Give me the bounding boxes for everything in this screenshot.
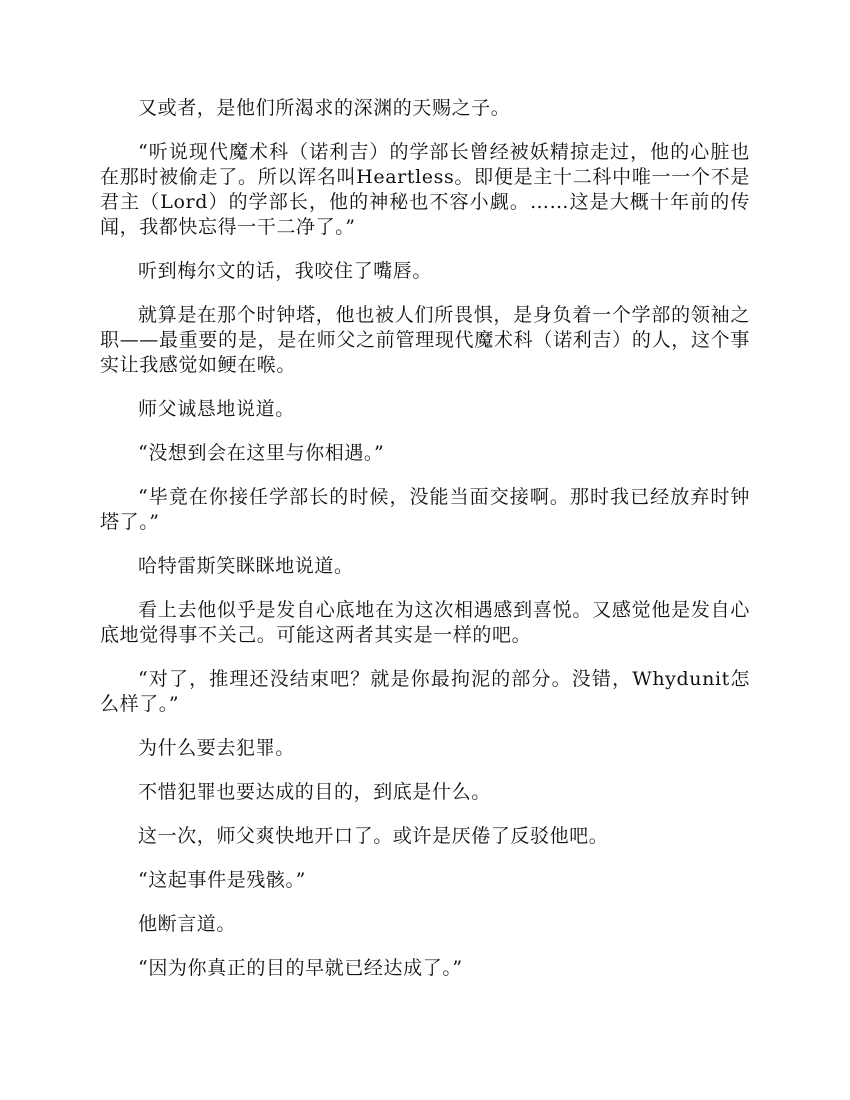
paragraph: “因为你真正的目的早就已经达成了。”: [138, 957, 463, 979]
paragraph: “听说现代魔术科（诺利吉）的学部长曾经被妖精掠走过，他的心脏也在那时被偷走了。所以诨名叫Heartless。即便是主十二科中唯一一个不是君主（Lord）的学部长，他的神秘也不容小觑。……这是大概十年前的传闻，我都快忘得一干二净了。”: [100, 141, 750, 238]
paragraph: “毕竟在你接任学部长的时候，没能当面交接啊。那时我已经放弃时钟塔了。”: [100, 486, 750, 533]
paragraph: 这一次，师父爽快地开口了。或许是厌倦了反驳他吧。: [138, 825, 609, 847]
paragraph: 哈特雷斯笑眯眯地说道。: [138, 555, 354, 577]
paragraph: 又或者，是他们所渴求的深渊的天赐之子。: [138, 97, 511, 119]
paragraph: 为什么要去犯罪。: [138, 737, 295, 759]
paragraph: 就算是在那个时钟塔，他也被人们所畏惧，是身负着一个学部的领袖之职——最重要的是，是在师父之前管理现代魔术科（诺利吉）的人，这个事实让我感觉如鲠在喉。: [100, 304, 750, 376]
document-page: [100, 96, 750, 1000]
paragraph: 他断言道。: [138, 913, 237, 935]
paragraph: “对了，推理还没结束吧？就是你最拘泥的部分。没错，Whydunit怎么样了。”: [100, 668, 750, 715]
paragraph: “没想到会在这里与你相遇。”: [138, 442, 385, 464]
paragraph: 不惜犯罪也要达成的目的，到底是什么。: [138, 781, 491, 803]
paragraph: 师父诚恳地说道。: [138, 398, 295, 420]
paragraph: 听到梅尔文的话，我咬住了嘴唇。: [138, 260, 433, 282]
paragraph: 看上去他似乎是发自心底地在为这次相遇感到喜悦。又感觉他是发自心底地觉得事不关己。可能这两者其实是一样的吧。: [100, 599, 750, 646]
paragraph: “这起事件是残骸。”: [138, 869, 306, 891]
